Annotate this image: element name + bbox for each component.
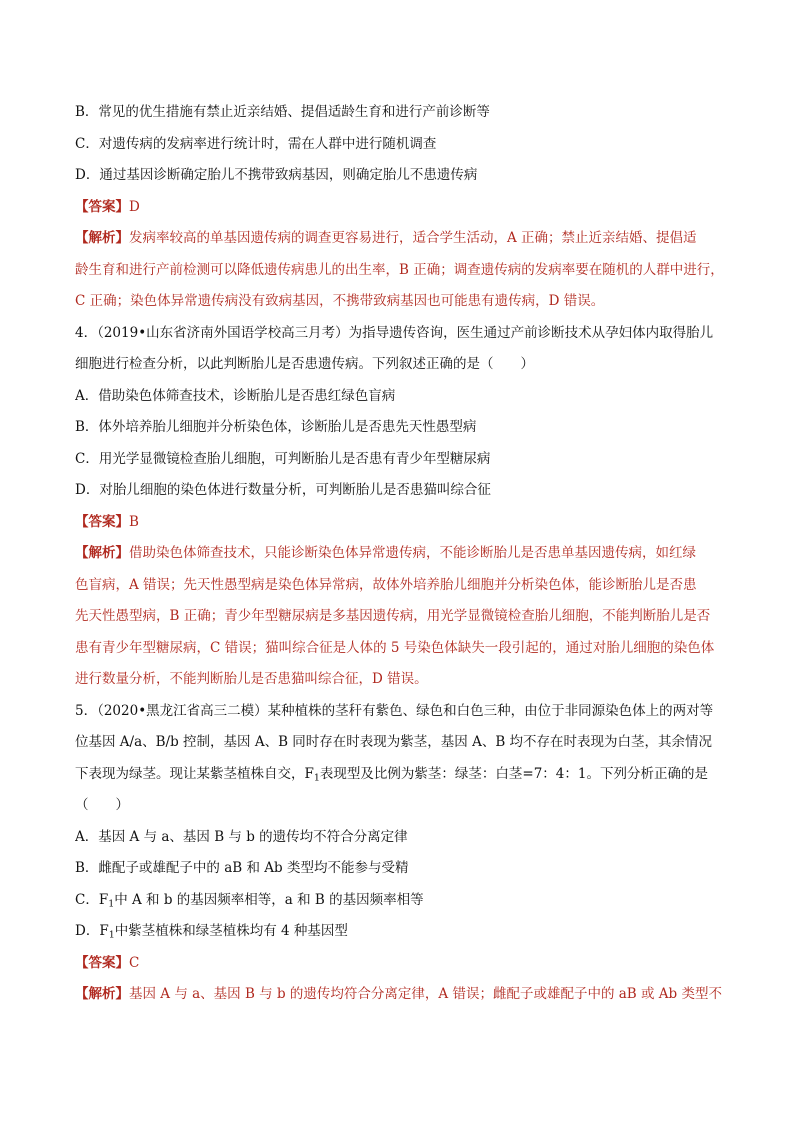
option-c: C．对遗传病的发病率进行统计时，需在人群中进行随机调查 [75, 135, 437, 152]
stem-line: 4．（2019•山东省济南外国语学校高三月考）为指导遗传咨询，医生通过产前诊断技术从孕妇体内取得胎儿 [75, 324, 714, 341]
stem-text: 表现型及比例为紫茎：绿茎：白茎=7：4：1。下列分析正确的是 [319, 765, 708, 782]
subscript: 1 [313, 771, 320, 783]
option-b: B．雌配子或雄配子中的 aB 和 Ab 类型均不能参与受精 [75, 860, 409, 876]
answer-value: C [129, 954, 140, 971]
option-text: 中 A 和 b 的基因频率相等，a 和 B 的基因频率相等 [114, 891, 424, 908]
stem-line: 位基因 A/a、B/b 控制，基因 A、B 同时存在时表现为紫茎，基因 A、B 均不存在时表现为白茎，其余情况 [75, 734, 713, 750]
analysis-text: 发病率较高的单基因遗传病的调查更容易进行，适合学生活动，A 正确；禁止近亲结婚、提倡适 [129, 230, 697, 246]
question-content [75, 97, 730, 1011]
question-3-analysis [75, 223, 730, 318]
option-c: C．用光学显微镜检查胎儿细胞，可判断胎儿是否患有青少年型糖尿病 [75, 450, 491, 467]
option-a: A．借助染色体筛查技术，诊断胎儿是否患红绿色盲病 [75, 387, 396, 404]
analysis-line [75, 979, 730, 1011]
answer-value: D [129, 198, 140, 215]
analysis-tag: 【解析】 [75, 986, 129, 1002]
analysis-line: C 正确；染色体异常遗传病没有致病基因，不携带致病基因也可能患有遗传病，D 错误。 [75, 293, 605, 309]
question-4-answer [75, 507, 730, 539]
subscript: 1 [108, 929, 115, 941]
option-d [75, 916, 730, 948]
analysis-tag: 【解析】 [75, 545, 129, 561]
answer-tag: 【答案】 [75, 513, 129, 530]
analysis-line [75, 223, 730, 255]
option-c [75, 885, 730, 917]
option-b: B．体外培养胎儿细胞并分析染色体，诊断胎儿是否患先天性愚型病 [75, 419, 477, 435]
option-text: D．F [75, 923, 109, 939]
stem-line: 细胞进行检查分析，以此判断胎儿是否患遗传病。下列叙述正确的是（ ） [75, 356, 534, 372]
option-b: B．常见的优生措施有禁止近亲结婚、提倡适龄生育和进行产前诊断等 [75, 104, 490, 120]
subscript: 1 [108, 897, 115, 909]
question-5-options [75, 822, 730, 948]
option-text: C．F [75, 891, 109, 908]
option-a: A．基因 A 与 a、基因 B 与 b 的遗传均不符合分离定律 [75, 828, 408, 845]
stem-line: 5．（2020•黑龙江省高三二模）某种植株的茎秆有紫色、绿色和白色三种，由位于非同源染色体上的两对等 [75, 702, 714, 719]
analysis-line: 进行数量分析，不能判断胎儿是否患猫叫综合征，D 错误。 [75, 671, 428, 687]
question-4-stem [75, 318, 730, 381]
analysis-line: 先天性愚型病，B 正确；青少年型糖尿病是多基因遗传病，用光学显微镜检查胎儿细胞，不能判断胎儿是否 [75, 608, 711, 624]
analysis-text: 借助染色体筛查技术，只能诊断染色体异常遗传病，不能诊断胎儿是否患单基因遗传病，如红绿 [129, 545, 696, 561]
option-d: D．对胎儿细胞的染色体进行数量分析，可判断胎儿是否患猫叫综合征 [75, 482, 491, 498]
question-4-analysis [75, 538, 730, 696]
question-5-stem [75, 696, 730, 822]
stem-line [75, 759, 730, 791]
question-5-analysis [75, 979, 730, 1011]
question-5-answer [75, 948, 730, 980]
answer-value: B [129, 513, 139, 530]
question-3-options [75, 97, 730, 192]
analysis-tag: 【解析】 [75, 230, 129, 246]
analysis-line: 龄生育和进行产前检测可以降低遗传病患儿的出生率，B 正确；调查遗传病的发病率要在随机的人群中进行， [75, 261, 724, 278]
option-d: D．通过基因诊断确定胎儿不携带致病基因，则确定胎儿不患遗传病 [75, 167, 478, 183]
stem-line: （ ） [75, 797, 129, 813]
answer-tag: 【答案】 [75, 954, 129, 971]
analysis-line: 色盲病，A 错误；先天性愚型病是染色体异常病，故体外培养胎儿细胞并分析染色体，能诊断胎儿是否患 [75, 576, 697, 593]
analysis-line: 患有青少年型糖尿病，C 错误；猫叫综合征是人体的 5 号染色体缺失一段引起的，通过对胎儿细胞的染色体 [75, 639, 715, 656]
answer-tag: 【答案】 [75, 198, 129, 215]
analysis-text: 基因 A 与 a、基因 B 与 b 的遗传均符合分离定律，A 错误；雌配子或雄配子中的 aB 或 Ab 类型不 [129, 986, 722, 1002]
option-text: 中紫茎植株和绿茎植株均有 4 种基因型 [114, 923, 348, 939]
analysis-line [75, 538, 730, 570]
question-4-options [75, 381, 730, 507]
stem-text: 下表现为绿茎。现让某紫茎植株自交，F [75, 765, 314, 782]
question-3-answer [75, 192, 730, 224]
